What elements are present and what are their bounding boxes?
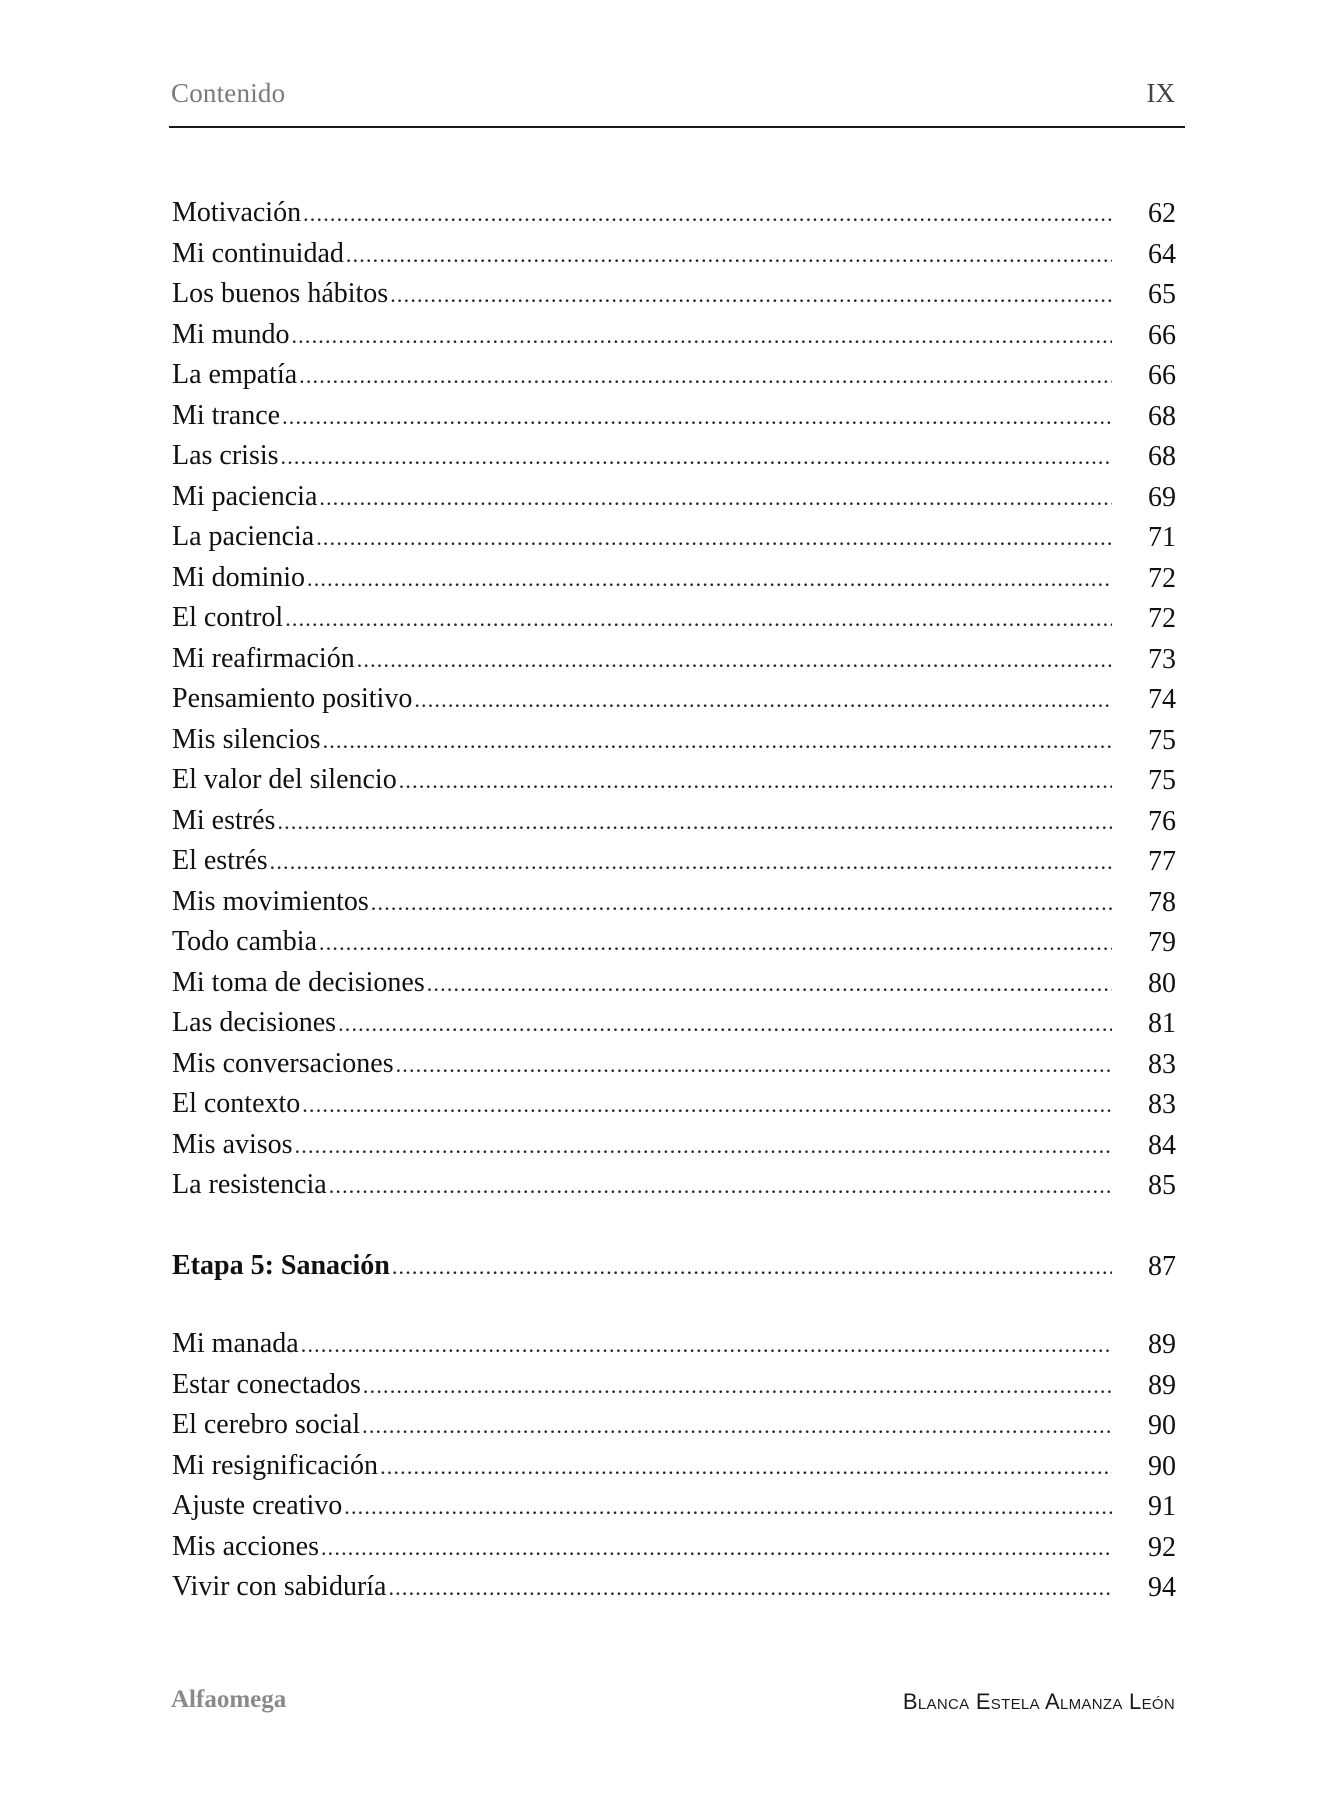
dot-leader	[275, 802, 1112, 843]
spacer	[172, 1207, 1182, 1247]
toc-entry-page: 62	[1148, 198, 1176, 229]
dot-leader	[360, 1406, 1112, 1447]
toc-entry	[172, 315, 1112, 357]
toc-row	[172, 518, 1182, 559]
toc-entry-label: Mi continuidad	[172, 237, 344, 269]
toc-entry-page: 74	[1148, 684, 1176, 715]
toc-entry-label: Los buenos hábitos	[172, 278, 389, 309]
toc-entry-label: Mi mundo	[172, 318, 290, 350]
toc-row	[172, 802, 1182, 843]
dot-leader	[268, 842, 1112, 883]
toc-entry-label: La empatía	[172, 359, 298, 390]
toc-entry-page: 66	[1148, 360, 1176, 391]
toc-entry-label: El control	[172, 602, 284, 633]
dot-leader	[412, 680, 1112, 721]
toc-entry-page: 72	[1148, 603, 1176, 634]
toc-row	[172, 1528, 1182, 1569]
dot-leader	[342, 1487, 1112, 1528]
dot-leader	[425, 964, 1112, 1005]
toc-entry	[172, 639, 1112, 681]
toc-entry-page: 80	[1148, 967, 1176, 999]
toc-entry-page: 90	[1148, 1410, 1176, 1441]
toc-entry	[172, 1446, 1112, 1488]
toc-entry-label: Vivir con sabiduría	[172, 1571, 387, 1602]
toc-entry-label: El estrés	[172, 845, 268, 876]
toc-row	[172, 1085, 1182, 1126]
toc-entry	[172, 598, 1112, 640]
toc-entry-page: 71	[1148, 522, 1176, 553]
dot-leader	[299, 1325, 1112, 1366]
toc-stage-label: Etapa 5: Sanación	[172, 1249, 390, 1281]
toc-entry-page: 66	[1148, 319, 1176, 351]
toc-row	[172, 356, 1182, 397]
toc-entry-page: 90	[1148, 1450, 1176, 1482]
toc-entry-page: 89	[1148, 1369, 1176, 1401]
toc-entry	[172, 922, 1112, 964]
toc-entry	[172, 1405, 1112, 1447]
toc-row	[172, 1166, 1182, 1207]
toc-entry-label: Mi estrés	[172, 804, 276, 836]
toc-entry	[172, 1165, 1112, 1207]
toc-entry-label: Mis acciones	[172, 1530, 319, 1562]
dot-leader	[289, 316, 1112, 357]
toc-row	[172, 1126, 1182, 1167]
dot-leader	[369, 883, 1112, 924]
toc-entry-page: 68	[1148, 441, 1176, 472]
toc-row	[172, 883, 1182, 924]
toc-entry	[172, 882, 1112, 924]
toc-entry-label: La resistencia	[172, 1169, 327, 1200]
publisher-name: Alfaomega	[171, 1686, 287, 1713]
dot-leader	[355, 640, 1112, 681]
dot-leader	[344, 235, 1112, 276]
toc-row	[172, 1004, 1182, 1045]
toc-row	[172, 478, 1182, 519]
dot-leader	[390, 1247, 1112, 1288]
dot-leader	[319, 1528, 1112, 1569]
toc-stage-heading	[172, 1247, 1182, 1288]
toc-entry-label: El cerebro social	[172, 1409, 361, 1440]
toc-entry-label: La paciencia	[172, 521, 315, 552]
toc-entry	[172, 1044, 1112, 1086]
toc-entry-label: Mi resignificación	[172, 1449, 379, 1481]
toc-entry-label: Mis avisos	[172, 1128, 293, 1160]
toc-row	[172, 721, 1182, 762]
toc-row	[172, 194, 1182, 235]
toc-row	[172, 640, 1182, 681]
toc-row	[172, 397, 1182, 438]
toc-entry	[172, 760, 1112, 802]
dot-leader	[300, 1085, 1112, 1126]
toc-entry	[172, 679, 1112, 721]
dot-leader	[314, 518, 1112, 559]
toc-entry	[172, 1084, 1112, 1126]
toc-row	[172, 842, 1182, 883]
header-rule	[169, 126, 1185, 128]
toc-group	[172, 1325, 1182, 1609]
toc-row	[172, 559, 1182, 600]
toc-entry-label: Ajuste creativo	[172, 1490, 343, 1521]
toc-entry	[172, 720, 1112, 762]
section-title: Contenido	[171, 78, 286, 108]
toc-row	[172, 599, 1182, 640]
toc-entry-page: 72	[1148, 562, 1176, 594]
toc-row	[172, 437, 1182, 478]
toc-entry-page: 92	[1148, 1531, 1176, 1563]
toc-entry	[172, 1324, 1112, 1366]
toc-entry-page: 78	[1148, 886, 1176, 918]
dot-leader	[394, 1045, 1112, 1086]
toc-group	[172, 194, 1182, 1207]
toc-entry-label: Pensamiento positivo	[172, 683, 413, 714]
toc-entry-page: 81	[1148, 1008, 1176, 1039]
toc-entry	[172, 234, 1112, 276]
toc-entry-label: Las decisiones	[172, 1007, 337, 1038]
toc-entry-label: Mi reafirmación	[172, 642, 355, 674]
dot-leader	[293, 1126, 1112, 1167]
toc-row	[172, 1045, 1182, 1086]
toc-entry-page: 69	[1148, 481, 1176, 513]
dot-leader	[279, 437, 1112, 478]
toc-entry-page: 85	[1148, 1170, 1176, 1201]
toc-entry	[172, 841, 1112, 883]
toc-row	[172, 1366, 1182, 1407]
toc-entry	[172, 355, 1112, 397]
toc-entry	[172, 1365, 1112, 1407]
toc-entry-page: 75	[1148, 765, 1176, 796]
toc-entry	[172, 963, 1112, 1005]
toc-entry-label: Mis movimientos	[172, 885, 369, 917]
author-name: Blanca Estela Almanza León	[902, 1689, 1175, 1714]
toc-entry	[172, 558, 1112, 600]
toc-entry-label: Mi dominio	[172, 561, 306, 593]
toc-entry-label: Mis silencios	[172, 723, 321, 755]
dot-leader	[297, 356, 1112, 397]
toc-row	[172, 275, 1182, 316]
toc-row	[172, 1406, 1182, 1447]
toc-entry	[172, 396, 1112, 438]
toc-row	[172, 235, 1182, 276]
toc-row	[172, 923, 1182, 964]
toc-entry-page: 75	[1148, 724, 1176, 756]
toc-entry-label: Mis conversaciones	[172, 1047, 394, 1079]
toc-entry-page: 65	[1148, 279, 1176, 310]
page-footer	[171, 1686, 1183, 1720]
toc-entry-page: 73	[1148, 643, 1176, 675]
toc-row	[172, 680, 1182, 721]
dot-leader	[283, 599, 1112, 640]
toc-entry-page: 84	[1148, 1129, 1176, 1161]
toc-entry-label: El contexto	[172, 1088, 301, 1119]
toc-entry-page: 91	[1148, 1491, 1176, 1522]
toc-entry	[172, 1125, 1112, 1167]
toc-entry-page: 83	[1148, 1048, 1176, 1080]
dot-leader	[397, 761, 1112, 802]
toc-entry-page: 77	[1148, 846, 1176, 877]
toc-row	[172, 964, 1182, 1005]
table-of-contents	[172, 194, 1182, 1609]
toc-stage-page: 87	[1148, 1250, 1176, 1282]
toc-entry-label: El valor del silencio	[172, 764, 397, 795]
toc-entry-page: 76	[1148, 805, 1176, 837]
dot-leader	[361, 1366, 1112, 1407]
toc-entry	[172, 517, 1112, 559]
toc-row	[172, 1325, 1182, 1366]
toc-entry-page: 94	[1148, 1572, 1176, 1603]
dot-leader	[336, 1004, 1112, 1045]
toc-entry	[172, 1486, 1112, 1528]
toc-entry	[172, 274, 1112, 316]
toc-row	[172, 1447, 1182, 1488]
toc-row	[172, 316, 1182, 357]
dot-leader	[388, 275, 1112, 316]
toc-entry-label: Mi toma de decisiones	[172, 966, 425, 998]
toc-entry-page: 79	[1148, 927, 1176, 958]
toc-entry	[172, 801, 1112, 843]
toc-entry	[172, 1003, 1112, 1045]
toc-row	[172, 1568, 1182, 1609]
toc-entry-label: Mi manada	[172, 1328, 299, 1359]
toc-entry-label: Motivación	[172, 197, 302, 228]
toc-entry-label: Mi trance	[172, 399, 281, 431]
dot-leader	[317, 478, 1112, 519]
dot-leader	[280, 397, 1112, 438]
dot-leader	[386, 1568, 1112, 1609]
dot-leader	[301, 194, 1112, 235]
dot-leader	[327, 1166, 1112, 1207]
toc-row	[172, 761, 1182, 802]
toc-entry	[172, 1527, 1112, 1569]
toc-entry-label: Todo cambia	[172, 926, 317, 957]
dot-leader	[305, 559, 1112, 600]
toc-entry-page: 68	[1148, 400, 1176, 432]
toc-entry	[172, 477, 1112, 519]
spacer	[172, 1287, 1182, 1325]
running-head	[171, 74, 1183, 118]
dot-leader	[317, 923, 1112, 964]
toc-entry-label: Las crisis	[172, 440, 279, 471]
toc-entry-page: 89	[1148, 1329, 1176, 1360]
toc-entry	[172, 193, 1112, 235]
toc-entry-label: Mi paciencia	[172, 480, 318, 512]
toc-entry	[172, 1246, 1112, 1288]
page-number: IX	[1146, 78, 1175, 108]
toc-row	[172, 1487, 1182, 1528]
toc-entry-page: 64	[1148, 238, 1176, 270]
dot-leader	[321, 721, 1112, 762]
dot-leader	[378, 1447, 1112, 1488]
toc-entry	[172, 1567, 1112, 1609]
toc-entry	[172, 436, 1112, 478]
toc-entry-page: 83	[1148, 1089, 1176, 1120]
toc-entry-label: Estar conectados	[172, 1368, 361, 1400]
